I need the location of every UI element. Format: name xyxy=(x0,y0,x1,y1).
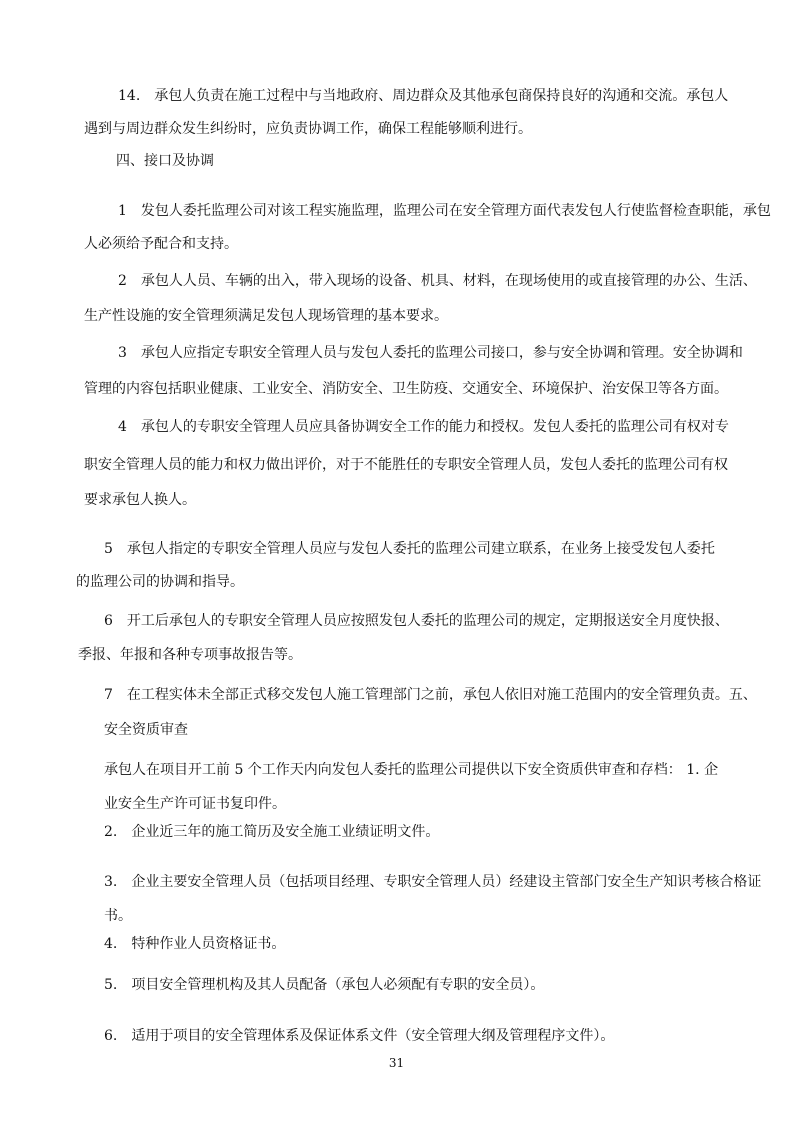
qualification-item-2 xyxy=(104,822,439,842)
qualification-intro-line-1: 承包人在项目开工前 5 个工作天内向发包人委托的监理公司提供以下安全资质供审查和存档： 1. 企 xyxy=(104,762,719,778)
paragraph-2-line-1 xyxy=(118,271,757,291)
paragraph-1-line-1 xyxy=(118,201,771,221)
paragraph-text: 承包人的专职安全管理人员应具备协调安全工作的能力和授权。发包人委托的监理公司有权对专 xyxy=(140,419,729,435)
paragraph-4-line-1 xyxy=(118,417,729,437)
paragraph-2-line-2: 生产性设施的安全管理须满足发包人现场管理的基本要求。 xyxy=(84,308,448,324)
item-text: 项目安全管理机构及其人员配备（承包人必须配有专职的安全员）。 xyxy=(131,977,545,993)
paragraph-14-line-2: 遇到与周边群众发生纠纷时，应负责协调工作，确保工程能够顺利进行。 xyxy=(84,121,532,137)
item-number: 3. xyxy=(104,874,118,890)
item-number: 4. xyxy=(104,936,118,952)
paragraph-number: 6 xyxy=(104,613,113,629)
section-heading-qualification: 安全资质审查 xyxy=(104,722,188,738)
paragraph-5-line-1 xyxy=(104,539,715,559)
paragraph-1-line-2: 人必须给予配合和支持。 xyxy=(84,236,238,252)
item-number: 2. xyxy=(104,824,118,840)
paragraph-text: 承包人人员、车辆的出入，带入现场的设备、机具、材料，在现场使用的或直接管理的办公、生活、 xyxy=(140,273,757,289)
paragraph-text: 开工后承包人的专职安全管理人员应按照发包人委托的监理公司的规定，定期报送安全月度快报、 xyxy=(126,613,729,629)
paragraph-4-line-2: 职安全管理人员的能力和权力做出评价，对于不能胜任的专职安全管理人员，发包人委托的监理公司有权 xyxy=(84,457,728,473)
item-text: 特种作业人员资格证书。 xyxy=(131,936,286,952)
item-text: 企业近三年的施工简历及安全施工业绩证明文件。 xyxy=(131,824,440,840)
paragraph-number: 1 xyxy=(118,203,127,219)
paragraph-4-line-3: 要求承包人换人。 xyxy=(84,492,196,508)
item-text: 企业主要安全管理人员（包括项目经理、专职安全管理人员）经建设主管部门安全生产知识考核合格证 xyxy=(131,874,762,890)
paragraph-text: 承包人指定的专职安全管理人员应与发包人委托的监理公司建立联系，在业务上接受发包人委托 xyxy=(126,541,715,557)
paragraph-5-line-2: 的监理公司的协调和指导。 xyxy=(76,574,244,590)
paragraph-number: 4 xyxy=(118,419,127,435)
page-number: 31 xyxy=(388,1056,405,1070)
paragraph-text: 承包人负责在施工过程中与当地政府、周边群众及其他承包商保持良好的沟通和交流。承包人 xyxy=(154,88,729,104)
qualification-item-5 xyxy=(104,975,544,995)
paragraph-number: 7 xyxy=(104,687,113,703)
paragraph-number: 14. xyxy=(118,88,141,104)
paragraph-number: 5 xyxy=(104,541,113,557)
paragraph-3-line-1 xyxy=(118,343,743,363)
paragraph-text: 承包人应指定专职安全管理人员与发包人委托的监理公司接口，参与安全协调和管理。安全协调和 xyxy=(140,345,743,361)
qualification-item-4 xyxy=(104,934,285,954)
paragraph-7-line-1 xyxy=(104,685,757,705)
paragraph-text: 在工程实体未全部正式移交发包人施工管理部门之前，承包人依旧对施工范围内的安全管理负责。五、 xyxy=(126,687,757,703)
paragraph-6-line-1 xyxy=(104,611,729,631)
qualification-item-6 xyxy=(104,1026,614,1046)
paragraph-number: 2 xyxy=(118,273,127,289)
item-text: 适用于项目的安全管理体系及保证体系文件（安全管理大纲及管理程序文件）。 xyxy=(131,1028,615,1044)
qualification-item-3-line-2: 书。 xyxy=(104,908,132,924)
paragraph-3-line-2: 管理的内容包括职业健康、工业安全、消防安全、卫生防疫、交通安全、环境保护、治安保卫等各方面。 xyxy=(84,381,728,397)
paragraph-6-line-2: 季报、年报和各种专项事故报告等。 xyxy=(78,647,302,663)
item-number: 5. xyxy=(104,977,118,993)
paragraph-text: 发包人委托监理公司对该工程实施监理，监理公司在安全管理方面代表发包人行使监督检查职能，承包 xyxy=(140,203,771,219)
paragraph-14-line-1 xyxy=(118,86,728,106)
item-number: 6. xyxy=(104,1028,118,1044)
qualification-intro-line-2: 业安全生产许可证书复印件。 xyxy=(104,796,286,812)
qualification-item-3-line-1 xyxy=(104,872,761,892)
paragraph-number: 3 xyxy=(118,345,127,361)
section-heading-interface: 四、接口及协调 xyxy=(116,153,214,169)
